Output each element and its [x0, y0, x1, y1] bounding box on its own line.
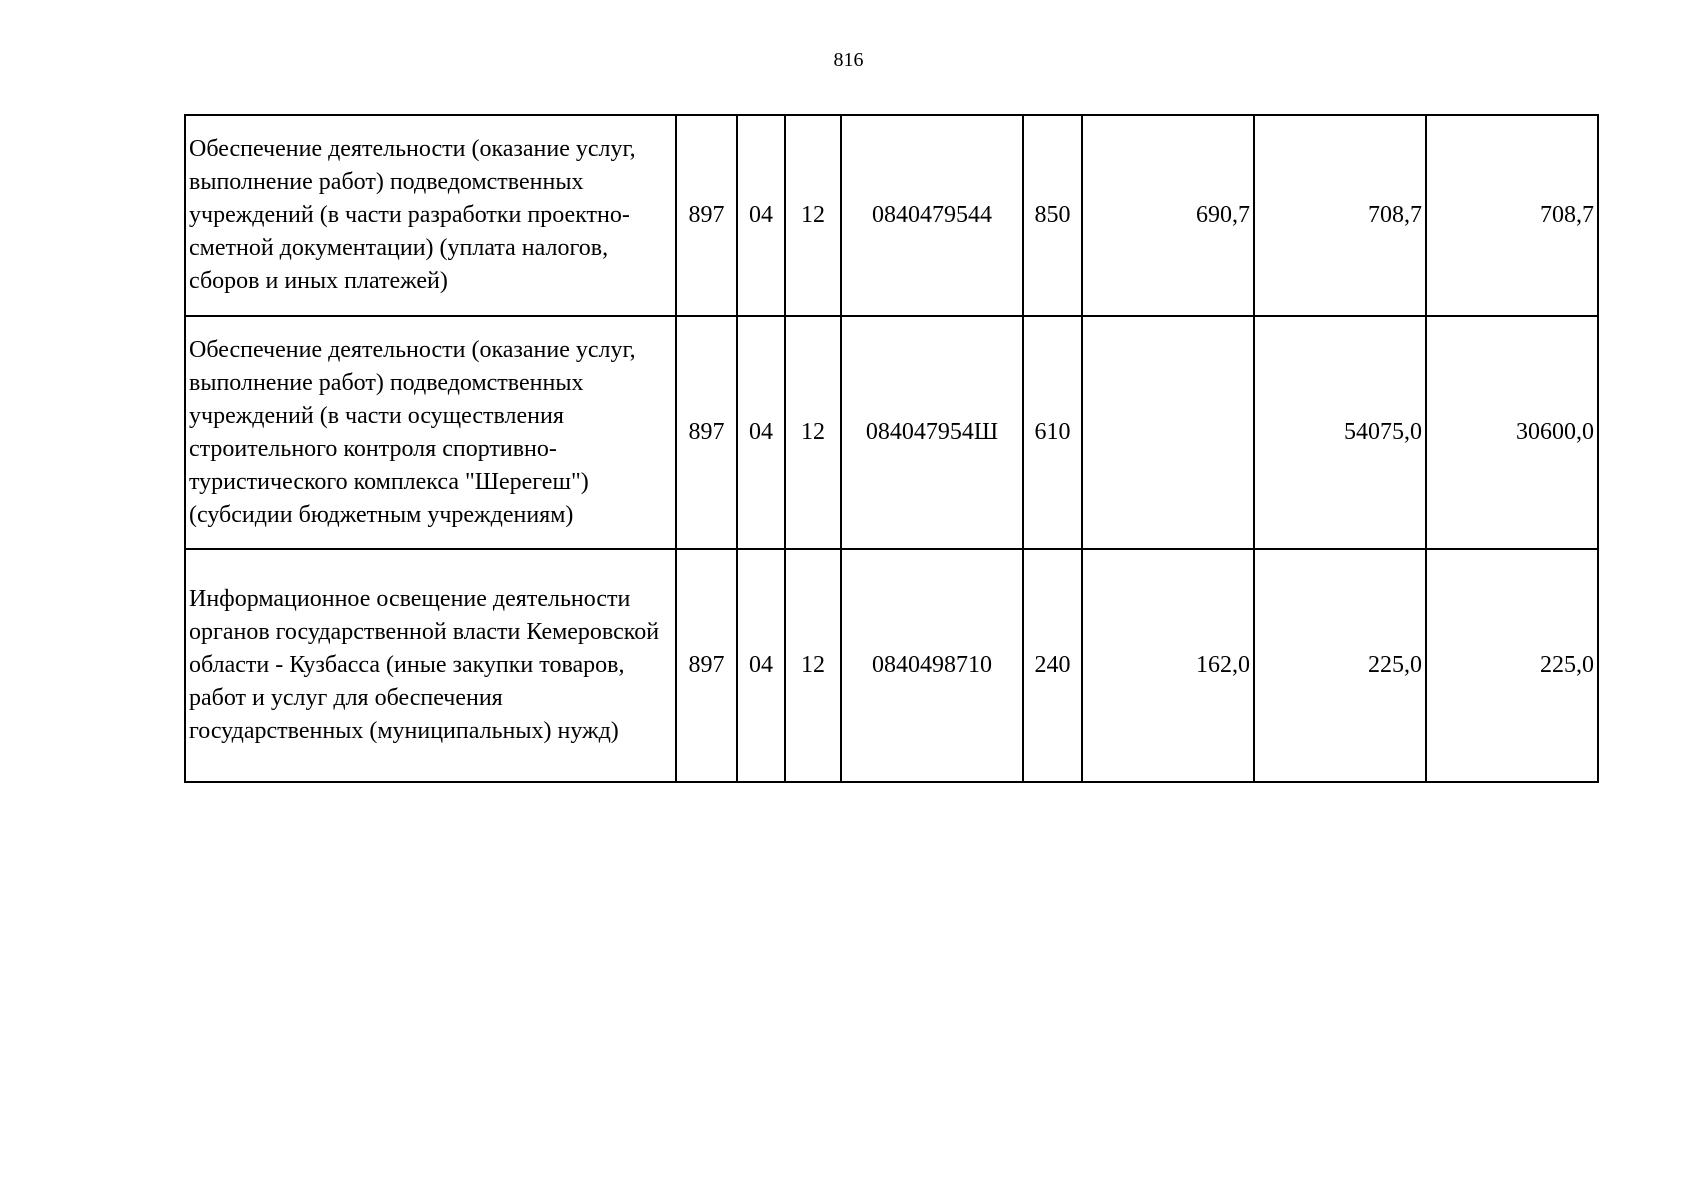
expense-type-code: 610 — [1023, 316, 1082, 549]
budget-table — [184, 114, 1599, 783]
amount-year-3: 30600,0 — [1426, 316, 1598, 549]
subsection-code: 12 — [785, 115, 841, 316]
ministry-code: 897 — [676, 316, 737, 549]
row-description: Обеспечение деятельности (оказание услуг, выполнение работ) подведомственных учреждений (в части осуществления строительного контроля спортивно-туристического комплекса "Шерегеш") (субсидии бюджетным учреждениям) — [185, 316, 676, 549]
table-row — [185, 115, 1598, 316]
amount-year-1: 690,7 — [1082, 115, 1254, 316]
amount-year-1: 162,0 — [1082, 549, 1254, 782]
target-article-code: 0840479544 — [841, 115, 1023, 316]
subsection-code: 12 — [785, 549, 841, 782]
amount-year-1 — [1082, 316, 1254, 549]
page-number: 816 — [833, 49, 864, 71]
section-code: 04 — [737, 115, 785, 316]
row-description: Информационное освещение деятельности органов государственной власти Кемеровской области - Кузбасса (иные закупки товаров, работ и услуг для обеспечения государственных (муниципальных) нужд) — [185, 549, 676, 782]
section-code: 04 — [737, 549, 785, 782]
ministry-code: 897 — [676, 115, 737, 316]
subsection-code: 12 — [785, 316, 841, 549]
amount-year-2: 54075,0 — [1254, 316, 1426, 549]
ministry-code: 897 — [676, 549, 737, 782]
table-row — [185, 316, 1598, 549]
expense-type-code: 850 — [1023, 115, 1082, 316]
amount-year-3: 708,7 — [1426, 115, 1598, 316]
amount-year-2: 708,7 — [1254, 115, 1426, 316]
target-article-code: 084047954Ш — [841, 316, 1023, 549]
amount-year-2: 225,0 — [1254, 549, 1426, 782]
expense-type-code: 240 — [1023, 549, 1082, 782]
table-row — [185, 549, 1598, 782]
target-article-code: 0840498710 — [841, 549, 1023, 782]
amount-year-3: 225,0 — [1426, 549, 1598, 782]
row-description: Обеспечение деятельности (оказание услуг, выполнение работ) подведомственных учреждений (в части разработки проектно-сметной документации) (уплата налогов, сборов и иных платежей) — [185, 115, 676, 316]
section-code: 04 — [737, 316, 785, 549]
